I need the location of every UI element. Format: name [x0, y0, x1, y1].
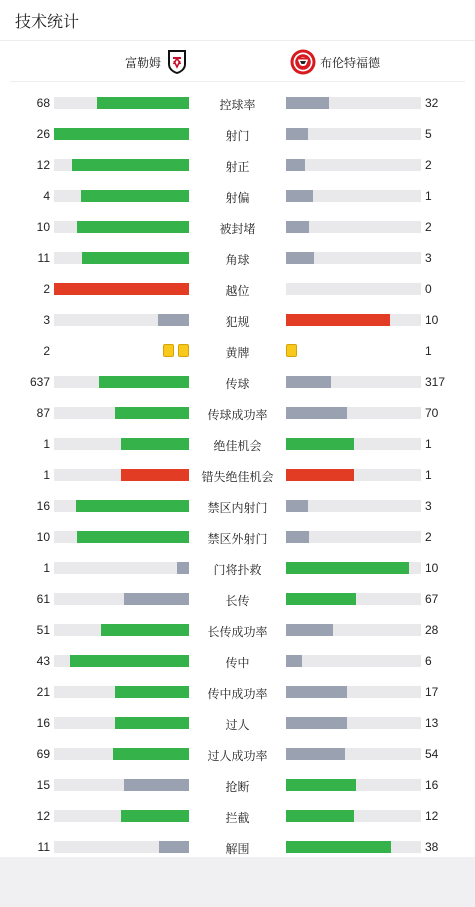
home-bar-track [54, 562, 189, 574]
home-bar [77, 531, 189, 543]
away-bar [286, 841, 391, 853]
home-bar-track [54, 190, 189, 202]
home-value: 637 [29, 375, 50, 389]
away-bar [286, 128, 308, 140]
stat-row [0, 521, 475, 552]
home-value: 43 [36, 654, 50, 668]
home-bar [81, 190, 189, 202]
away-bar-track [286, 314, 421, 326]
stat-label: 射正 [225, 160, 250, 174]
page-title: 技术统计 [15, 13, 80, 31]
away-value: 10 [425, 313, 439, 327]
home-value: 61 [36, 592, 50, 606]
away-value: 0 [425, 282, 432, 296]
stat-label: 抢断 [225, 780, 250, 794]
away-bar-track [286, 655, 421, 667]
home-bar-track [54, 748, 189, 760]
stat-row [0, 397, 475, 428]
stat-label: 被封堵 [219, 222, 256, 236]
away-bar [286, 500, 308, 512]
home-value: 1 [43, 437, 50, 451]
away-value: 13 [425, 716, 439, 730]
away-value: 317 [425, 375, 446, 389]
away-bar [286, 686, 347, 698]
away-bar-track [286, 97, 421, 109]
away-bar-track [286, 779, 421, 791]
home-bar [121, 810, 189, 822]
away-bar-track [286, 469, 421, 481]
away-bar [286, 531, 309, 543]
home-bar-track [54, 438, 189, 450]
home-bar [99, 376, 189, 388]
home-bar-track [54, 128, 189, 140]
home-bar [115, 686, 189, 698]
away-value: 67 [425, 592, 439, 606]
home-team[interactable] [125, 49, 187, 75]
stat-row [0, 769, 475, 800]
stat-row [0, 273, 475, 304]
stat-row [0, 211, 475, 242]
away-value: 5 [425, 127, 432, 141]
home-bar [54, 283, 189, 295]
stat-label: 过人成功率 [207, 749, 268, 763]
away-bar [286, 221, 309, 233]
stat-row [0, 800, 475, 831]
away-bar-track [286, 841, 421, 853]
away-value: 70 [425, 406, 439, 420]
home-bar [82, 252, 189, 264]
away-value: 17 [425, 685, 439, 699]
away-bar [286, 810, 354, 822]
home-bar [72, 159, 189, 171]
home-value: 1 [43, 468, 50, 482]
away-value: 6 [425, 654, 432, 668]
away-bar-track [286, 159, 421, 171]
away-bar [286, 407, 347, 419]
home-bar-track [54, 686, 189, 698]
away-value: 3 [425, 499, 432, 513]
home-bar [101, 624, 189, 636]
home-value: 26 [36, 127, 50, 141]
away-bar-track [286, 593, 421, 605]
home-value: 1 [43, 561, 50, 575]
away-bar [286, 562, 409, 574]
away-bar-track [286, 686, 421, 698]
away-value: 1 [425, 437, 432, 451]
away-bar-track [286, 190, 421, 202]
home-bar-track [54, 97, 189, 109]
home-bar-track [54, 531, 189, 543]
away-value: 10 [425, 561, 439, 575]
home-bar-track [54, 779, 189, 791]
home-value: 11 [37, 251, 50, 265]
stats-list [0, 87, 475, 862]
away-bar-track [286, 717, 421, 729]
away-bar-track [286, 376, 421, 388]
away-bar-track [286, 748, 421, 760]
brentford-crest-icon [290, 49, 316, 75]
home-bar-track [54, 252, 189, 264]
away-bar-track [286, 810, 421, 822]
stat-row [0, 552, 475, 583]
away-value: 1 [425, 189, 432, 203]
away-bar-track [286, 252, 421, 264]
home-value: 10 [36, 530, 50, 544]
home-value: 11 [37, 840, 50, 854]
home-bar [159, 841, 189, 853]
home-value: 12 [36, 809, 50, 823]
stat-label: 传中成功率 [207, 687, 268, 701]
stat-row [0, 242, 475, 273]
away-value: 32 [425, 96, 439, 110]
home-bar [158, 314, 189, 326]
away-bar-track [286, 407, 421, 419]
away-bar [286, 748, 345, 760]
stat-row [0, 614, 475, 645]
stat-row [0, 459, 475, 490]
stat-label: 黄牌 [225, 346, 250, 360]
away-bar-track [286, 531, 421, 543]
stat-label: 门将扑救 [213, 563, 262, 577]
home-bar-track [54, 717, 189, 729]
home-bar-track [54, 376, 189, 388]
stat-label: 拦截 [225, 811, 250, 825]
stat-label: 长传 [225, 594, 250, 608]
stat-row [0, 149, 475, 180]
away-value: 54 [425, 747, 439, 761]
home-bar-track [54, 655, 189, 667]
stat-row [0, 738, 475, 769]
away-bar-track [286, 500, 421, 512]
stat-row [0, 335, 475, 366]
stat-label: 过人 [225, 718, 250, 732]
yellow-card-icon [286, 344, 297, 357]
away-bar-track [286, 438, 421, 450]
stat-label: 禁区内射门 [207, 501, 268, 515]
yellow-card-icon [178, 344, 189, 357]
away-bar-track [286, 128, 421, 140]
title-bar [0, 0, 475, 41]
stat-label: 传中 [225, 656, 250, 670]
away-bar [286, 159, 305, 171]
home-team-name: 富勒姆 [124, 55, 161, 70]
away-value: 16 [425, 778, 439, 792]
stat-label: 射偏 [225, 191, 250, 205]
stat-row [0, 831, 475, 862]
home-bar-track [54, 221, 189, 233]
away-value: 38 [425, 840, 439, 854]
home-value: 2 [43, 282, 50, 296]
away-bar [286, 655, 302, 667]
away-bar [286, 717, 347, 729]
stat-label: 传球成功率 [207, 408, 268, 422]
stat-row [0, 645, 475, 676]
stat-label: 越位 [225, 284, 250, 298]
home-value: 4 [43, 189, 50, 203]
away-bar-track [286, 283, 421, 295]
home-bar-track [54, 283, 189, 295]
home-bar [121, 438, 189, 450]
away-bar [286, 438, 354, 450]
home-bar [124, 779, 189, 791]
away-bar [286, 252, 314, 264]
yellow-card-icon [163, 344, 174, 357]
home-value: 3 [43, 313, 50, 327]
away-value: 12 [425, 809, 439, 823]
away-team[interactable] [290, 49, 380, 75]
away-value: 1 [425, 468, 432, 482]
stat-label: 控球率 [219, 98, 256, 112]
home-bar-track [54, 810, 189, 822]
away-bar-track [286, 221, 421, 233]
home-value: 51 [36, 623, 50, 637]
stat-label: 长传成功率 [207, 625, 268, 639]
home-value: 2 [43, 344, 50, 358]
stat-label: 犯规 [225, 315, 250, 329]
away-bar [286, 97, 329, 109]
away-bar [286, 779, 356, 791]
away-bar [286, 593, 356, 605]
stat-label: 角球 [225, 253, 250, 267]
home-bar-track [54, 624, 189, 636]
away-bar-track [286, 562, 421, 574]
home-bar-track [54, 407, 189, 419]
home-value: 16 [36, 716, 50, 730]
stat-row [0, 366, 475, 397]
home-value: 68 [36, 96, 50, 110]
home-bar-track [54, 841, 189, 853]
home-value: 21 [36, 685, 50, 699]
away-bar [286, 624, 333, 636]
stat-row [0, 87, 475, 118]
home-bar-track [54, 500, 189, 512]
home-bar [121, 469, 189, 481]
stat-label: 禁区外射门 [207, 532, 268, 546]
stat-row [0, 583, 475, 614]
stat-row [0, 180, 475, 211]
away-value: 28 [425, 623, 439, 637]
home-bar [113, 748, 189, 760]
home-bar [70, 655, 189, 667]
stat-row [0, 428, 475, 459]
away-team-name: 布伦特福德 [320, 55, 381, 70]
home-value: 69 [36, 747, 50, 761]
away-value: 2 [425, 530, 432, 544]
stat-row [0, 490, 475, 521]
home-value: 10 [36, 220, 50, 234]
away-value: 1 [425, 344, 432, 358]
home-value: 16 [36, 499, 50, 513]
away-bar [286, 190, 313, 202]
home-bar-track [54, 593, 189, 605]
home-bar-track [54, 314, 189, 326]
fulham-crest-icon [167, 49, 187, 75]
away-bar [286, 376, 331, 388]
stat-label: 解围 [225, 842, 250, 856]
stat-label: 传球 [225, 377, 250, 391]
teams-header [10, 41, 465, 82]
home-bar [76, 500, 189, 512]
away-value: 2 [425, 158, 432, 172]
away-bar [286, 314, 390, 326]
stat-label: 绝佳机会 [213, 439, 262, 453]
home-bar [115, 407, 189, 419]
away-value: 3 [425, 251, 432, 265]
home-bar [54, 128, 189, 140]
home-bar [115, 717, 189, 729]
home-bar [97, 97, 189, 109]
away-value: 2 [425, 220, 432, 234]
home-bar [124, 593, 189, 605]
stat-label: 射门 [225, 129, 250, 143]
home-bar [77, 221, 189, 233]
stat-row [0, 118, 475, 149]
away-bar [286, 469, 354, 481]
home-value: 15 [36, 778, 50, 792]
home-bar-track [54, 469, 189, 481]
home-value: 87 [36, 406, 50, 420]
stat-row [0, 304, 475, 335]
home-bar-track [54, 159, 189, 171]
home-bar [177, 562, 189, 574]
stat-row [0, 676, 475, 707]
home-value: 12 [36, 158, 50, 172]
stat-label: 错失绝佳机会 [201, 470, 274, 484]
away-bar-track [286, 624, 421, 636]
stat-row [0, 707, 475, 738]
